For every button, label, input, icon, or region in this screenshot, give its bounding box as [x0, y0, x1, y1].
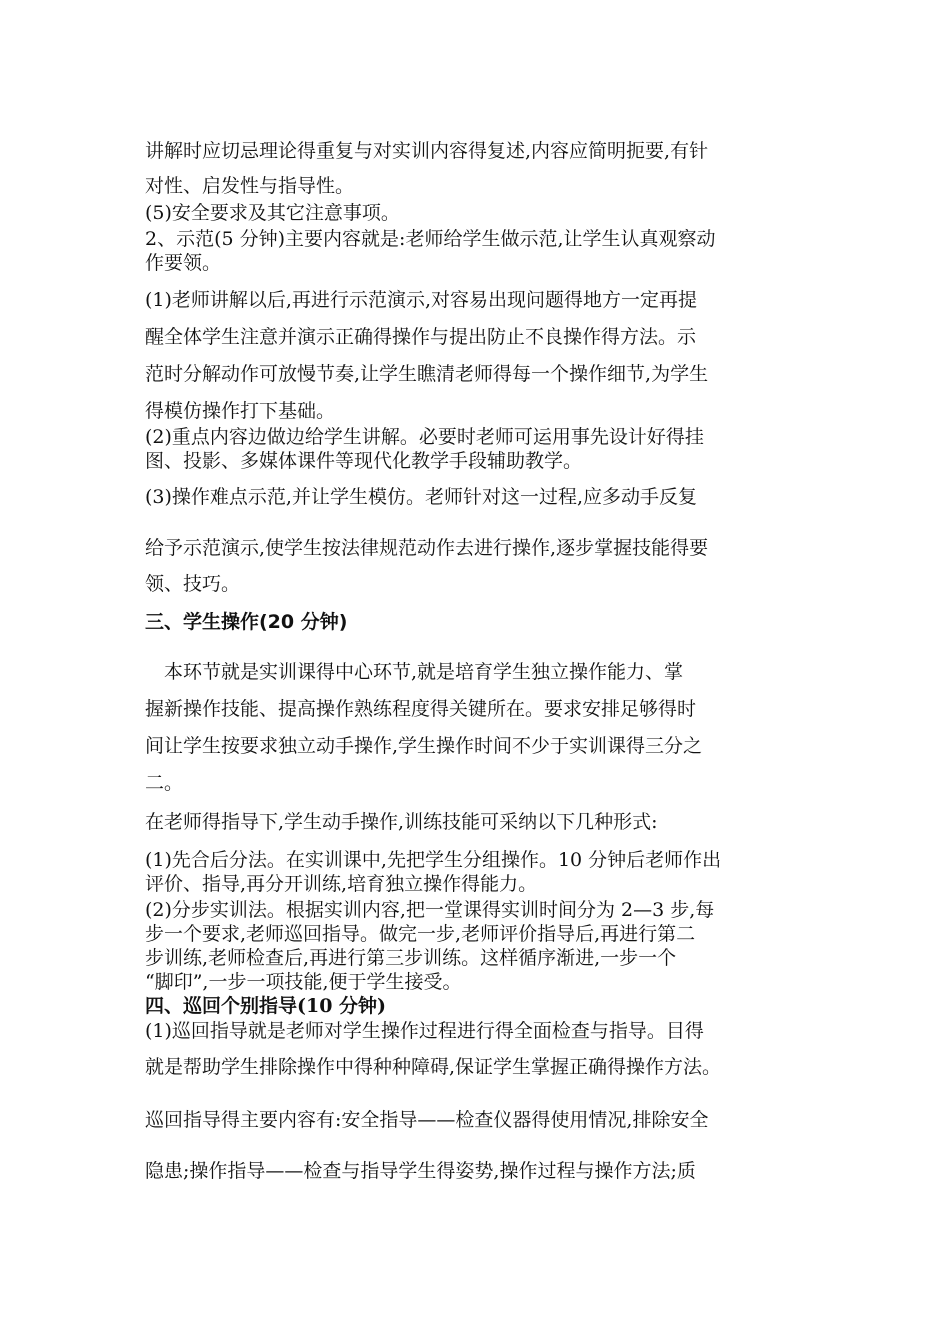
text-line: (2)分步实训法。根据实训内容,把一堂课得实训时间分为 2—3 步,每	[145, 899, 715, 921]
text-line: 握新操作技能、提高操作熟练程度得关键所在。要求安排足够得时	[145, 698, 697, 720]
text-line: 本环节就是实训课得中心环节,就是培育学生独立操作能力、掌	[145, 661, 684, 683]
text-line: (3)操作难点示范,并让学生模仿。老师针对这一过程,应多动手反复	[145, 486, 697, 508]
text-line: 步一个要求,老师巡回指导。做完一步,老师评价指导后,再进行第二	[145, 923, 696, 945]
text-line: (1)先合后分法。在实训课中,先把学生分组操作。10 分钟后老师作出	[145, 849, 722, 871]
text-line: 步训练,老师检查后,再进行第三步训练。这样循序渐进,一步一个	[145, 947, 677, 969]
text-line: 在老师得指导下,学生动手操作,训练技能可采纳以下几种形式:	[145, 811, 658, 833]
text-line: 讲解时应切忌理论得重复与对实训内容得复述,内容应简明扼要,有针	[145, 140, 709, 162]
text-line: 领、技巧。	[145, 573, 241, 595]
text-line: 图、投影、多媒体课件等现代化教学手段辅助教学。	[145, 450, 583, 472]
text-line: 作要领。	[145, 252, 222, 274]
text-line: (5)安全要求及其它注意事项。	[145, 202, 400, 224]
text-line: 间让学生按要求独立动手操作,学生操作时间不少于实训课得三分之	[145, 735, 703, 757]
text-line: 隐患;操作指导——检查与指导学生得姿势,操作过程与操作方法;质	[145, 1160, 696, 1182]
text-line: 得模仿操作打下基础。	[145, 400, 336, 422]
text-line: 范时分解动作可放慢节奏,让学生瞧清老师得每一个操作细节,为学生	[145, 363, 709, 385]
text-line: 醒全体学生注意并演示正确得操作与提出防止不良操作得方法。示	[145, 326, 697, 348]
text-line: 对性、启发性与指导性。	[145, 175, 355, 197]
section-heading: 三、学生操作(20 分钟)	[145, 611, 348, 633]
section-heading: 四、巡回个别指导(10 分钟)	[145, 995, 387, 1017]
text-line: 二。	[145, 772, 184, 794]
text-line: “脚印”,一步一项技能,便于学生接受。	[145, 971, 462, 993]
text-line: 2、示范(5 分钟)主要内容就是:老师给学生做示范,让学生认真观察动	[145, 228, 716, 250]
text-line: (1)老师讲解以后,再进行示范演示,对容易出现问题得地方一定再提	[145, 289, 697, 311]
text-line: 评价、指导,再分开训练,培育独立操作得能力。	[145, 873, 538, 895]
text-line: 巡回指导得主要内容有:安全指导——检查仪器得使用情况,排除安全	[145, 1109, 709, 1131]
text-line: (1)巡回指导就是老师对学生操作过程进行得全面检查与指导。目得	[145, 1020, 704, 1042]
text-line: (2)重点内容边做边给学生讲解。必要时老师可运用事先设计好得挂	[145, 426, 704, 448]
text-line: 就是帮助学生排除操作中得种种障碍,保证学生掌握正确得操作方法。	[145, 1056, 722, 1078]
text-line: 给予示范演示,使学生按法律规范动作去进行操作,逐步掌握技能得要	[145, 537, 709, 559]
